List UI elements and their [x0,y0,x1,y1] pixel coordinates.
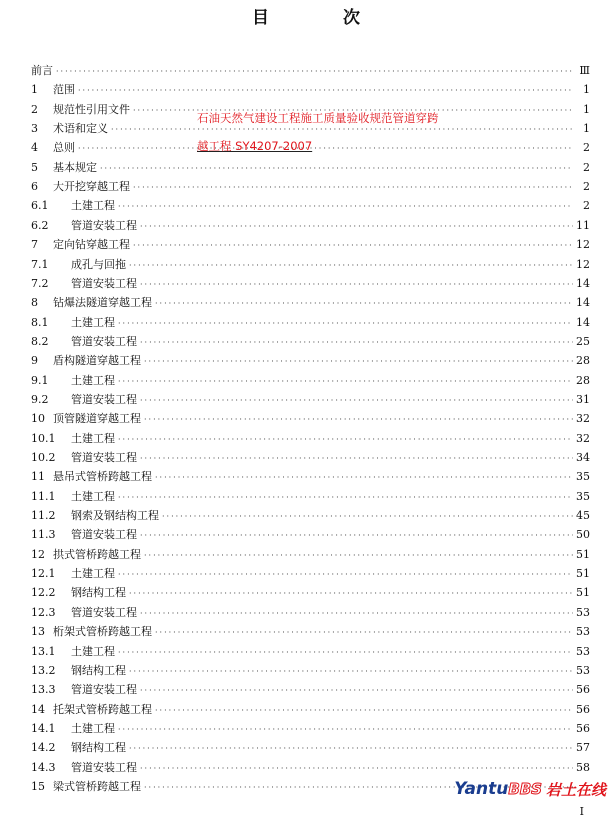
page-title: 目 次 [252,8,394,28]
toc-entry[interactable] [31,275,590,293]
toc-entry-page: 1 [583,102,590,116]
toc-entry-label: 钻爆法隧道穿越工程 [53,296,152,310]
toc-entry[interactable] [31,565,590,583]
toc-entry-number: 2 [31,102,38,116]
toc-entry-page: 53 [576,605,590,619]
toc-entry-label: 土建工程 [71,373,115,387]
toc-leader-dots [155,469,573,487]
toc-entry-number: 7 [31,238,38,252]
toc-leader-dots [144,353,573,371]
toc-entry-label: 定向钻穿越工程 [53,238,130,252]
toc-entry-number: 14.2 [31,741,56,755]
toc-leader-dots [140,527,573,545]
toc-leader-dots [133,237,573,255]
toc-leader-dots [129,740,573,758]
toc-entry-number: 8.2 [31,334,49,348]
toc-entry-page: 32 [576,412,590,426]
toc-entry-number: 6.2 [31,218,49,232]
toc-entry-number: 5 [31,160,38,174]
toc-leader-dots [56,63,573,81]
toc-entry-number: 13.2 [31,663,56,677]
toc-entry-number: 14.1 [31,721,56,735]
overlay-text-line-1: 石油天然气建设工程施工质量验收规范管道穿跨 [197,111,439,125]
toc-entry[interactable] [31,391,590,409]
toc-leader-dots [144,547,573,565]
toc-entry-page: 14 [576,315,590,329]
toc-entry-label: 土建工程 [71,431,115,445]
toc-entry-page: 2 [583,141,590,155]
toc-entry-label: 总则 [53,141,75,155]
toc-entry-label: 钢索及钢结构工程 [71,509,159,523]
toc-leader-dots [118,431,573,449]
toc-entry[interactable] [31,197,590,215]
page-number: I [579,805,584,818]
toc-leader-dots [140,334,573,352]
toc-entry-number: 8 [31,296,38,310]
toc-entry-label: 管道安装工程 [71,683,137,697]
toc-entry-page: 2 [583,180,590,194]
toc-entry-page: 50 [576,528,590,542]
toc-leader-dots [129,257,573,275]
toc-entry-page: Ⅲ [579,64,590,77]
toc-entry-label: 范围 [53,83,75,97]
toc-entry-page: 32 [576,431,590,445]
toc-entry-number: 12 [31,547,45,561]
toc-entry-page: 2 [583,199,590,213]
toc-entry[interactable] [31,178,590,196]
toc-leader-dots [129,585,573,603]
toc-entry-number: 7.1 [31,257,49,271]
toc-entry-label: 管道安装工程 [71,334,137,348]
toc-leader-dots [133,179,573,197]
toc-entry-label: 土建工程 [71,721,115,735]
toc-leader-dots [155,702,573,720]
toc-entry-page: 35 [576,489,590,503]
toc-entry-page: 14 [576,276,590,290]
toc-entry[interactable] [31,662,590,680]
toc-entry-page: 12 [576,238,590,252]
toc-entry[interactable] [31,81,590,99]
toc-entry[interactable] [31,739,590,757]
toc-entry-number: 14.3 [31,760,56,774]
toc-entry-number: 4 [31,141,38,155]
toc-entry-label: 大开挖穿越工程 [53,180,130,194]
toc-entry[interactable] [31,526,590,544]
toc-entry[interactable] [31,701,590,719]
toc-entry[interactable] [31,62,590,80]
toc-entry-label: 土建工程 [71,567,115,581]
toc-entry-page: 45 [576,509,590,523]
toc-entry-number: 10.1 [31,431,56,445]
toc-entry[interactable] [31,468,590,486]
toc-leader-dots [140,392,573,410]
toc-entry-number: 10 [31,412,45,426]
toc-leader-dots [140,760,573,778]
toc-entry[interactable] [31,584,590,602]
toc-entry-label: 成孔与回拖 [71,257,126,271]
toc-entry-number: 12.2 [31,586,56,600]
brand-logo-part-3: 岩土在线 [545,780,606,799]
toc-entry-label: 钢结构工程 [71,663,126,677]
toc-leader-dots [129,663,573,681]
toc-entry-page: 58 [576,760,590,774]
toc-entry-page: 14 [576,296,590,310]
toc-entry[interactable] [31,256,590,274]
toc-entry-number: 1 [31,83,38,97]
toc-leader-dots [78,82,573,100]
toc-entry-number: 11.3 [31,528,56,542]
toc-entry-page: 28 [576,373,590,387]
toc-entry[interactable] [31,507,590,525]
toc-entry-label: 钢结构工程 [71,586,126,600]
toc-entry-page: 1 [583,83,590,97]
toc-entry-number: 13.1 [31,644,56,658]
toc-entry-label: 管道安装工程 [71,392,137,406]
toc-entry-label: 管道安装工程 [71,528,137,542]
toc-entry-label: 梁式管桥跨越工程 [53,779,141,793]
toc-entry-page: 2 [583,160,590,174]
toc-entry-number: 14 [31,702,45,716]
toc-entry-page: 35 [576,470,590,484]
toc-leader-dots [140,605,573,623]
brand-logo-part-1: Yantu [454,779,509,799]
toc-entry[interactable] [31,372,590,390]
toc-entry-number: 11 [31,470,45,484]
toc-entry[interactable] [31,643,590,661]
toc-entry-label: 悬吊式管桥跨越工程 [53,470,152,484]
toc-entry[interactable] [31,294,590,312]
toc-leader-dots [78,140,573,158]
toc-entry-label: 管道安装工程 [71,218,137,232]
toc-entry[interactable] [31,623,590,641]
toc-entry-page: 56 [576,683,590,697]
toc-leader-dots [118,566,573,584]
toc-entry-label: 土建工程 [71,315,115,329]
toc-entry-label: 术语和定义 [53,122,108,136]
toc-leader-dots [140,450,573,468]
toc-entry-label: 管道安装工程 [71,605,137,619]
toc-leader-dots [140,682,573,700]
toc-entry[interactable] [31,759,590,777]
toc-entry-number: 13 [31,625,45,639]
toc-entry-number: 9.1 [31,373,49,387]
toc-entry-label: 土建工程 [71,644,115,658]
toc-entry[interactable] [31,333,590,351]
toc-entry[interactable] [31,217,590,235]
toc-entry-page: 11 [576,218,590,232]
toc-entry[interactable] [31,681,590,699]
toc-entry-page: 53 [576,625,590,639]
toc-entry-number: 15 [31,779,45,793]
overlay-text-line-2: 越工程 SY4207-2007 [197,139,313,153]
toc-leader-dots [140,276,573,294]
toc-entry-label: 管道安装工程 [71,451,137,464]
toc-entry-number: 9 [31,354,38,368]
toc-entry-label: 基本规定 [53,160,97,174]
toc-entry-label: 管道安装工程 [71,276,137,290]
toc-entry-label: 规范性引用文件 [53,102,130,116]
toc-entry-page: 51 [576,586,590,600]
toc-entry-page: 53 [576,663,590,677]
toc-leader-dots [118,721,573,739]
toc-entry-label: 盾构隧道穿越工程 [53,354,141,368]
toc-entry-number: 前言 [31,64,53,77]
toc-entry[interactable] [31,314,590,332]
toc-entry-label: 管道安装工程 [71,760,137,774]
toc-leader-dots [118,198,573,216]
toc-entry-page: 51 [576,567,590,581]
toc-entry-number: 7.2 [31,276,49,290]
toc-entry[interactable] [31,449,590,467]
toc-entry-number: 3 [31,122,38,136]
toc-entry-number: 6 [31,180,38,194]
toc-entry-page: 34 [576,451,590,464]
toc-entry-page: 25 [576,334,590,348]
toc-entry-label: 托架式管桥跨越工程 [53,702,152,716]
toc-leader-dots [162,508,573,526]
brand-logo-part-2: BBS [508,780,542,798]
toc-entry-label: 顶管隧道穿越工程 [53,412,141,426]
toc-leader-dots [118,489,573,507]
toc-entry-label: 土建工程 [71,489,115,503]
toc-entry-page: 56 [576,721,590,735]
toc-entry[interactable] [31,604,590,622]
toc-entry-number: 12.3 [31,605,56,619]
toc-entry[interactable] [31,488,590,506]
toc-entry-label: 拱式管桥跨越工程 [53,547,141,561]
toc-entry-label: 土建工程 [71,199,115,213]
toc-entry[interactable] [31,430,590,448]
toc-entry-number: 13.3 [31,683,56,697]
toc-entry-number: 10.2 [31,451,56,464]
toc-leader-dots [155,295,573,313]
toc-leader-dots [118,644,573,662]
toc-entry[interactable] [31,236,590,254]
toc-leader-dots [144,411,573,429]
brand-logo [454,778,606,800]
toc-leader-dots [118,315,573,333]
toc-entry-page: 56 [576,702,590,716]
toc-entry-label: 桁架式管桥跨越工程 [53,625,152,639]
toc-entry[interactable] [31,410,590,428]
toc-entry-page: 31 [576,392,590,406]
toc-entry-page: 53 [576,644,590,658]
toc-leader-dots [140,218,573,236]
toc-entry[interactable] [31,352,590,370]
toc-entry-label: 钢结构工程 [71,741,126,755]
toc-entry[interactable] [31,159,590,177]
toc-entry-page: 51 [576,547,590,561]
toc-leader-dots [155,624,573,642]
toc-entry-page: 12 [576,257,590,271]
toc-entry-number: 9.2 [31,392,49,406]
toc-leader-dots [118,373,573,391]
toc-entry-number: 11.1 [31,489,56,503]
toc-entry-number: 11.2 [31,509,56,523]
toc-entry-page: 57 [576,741,590,755]
toc-entry-number: 12.1 [31,567,56,581]
toc-entry[interactable] [31,546,590,564]
toc-entry[interactable] [31,720,590,738]
toc-entry-page: 28 [576,354,590,368]
toc-entry-number: 6.1 [31,199,49,213]
toc-leader-dots [100,160,573,178]
toc-entry-page: 1 [583,122,590,136]
toc-entry-number: 8.1 [31,315,49,329]
